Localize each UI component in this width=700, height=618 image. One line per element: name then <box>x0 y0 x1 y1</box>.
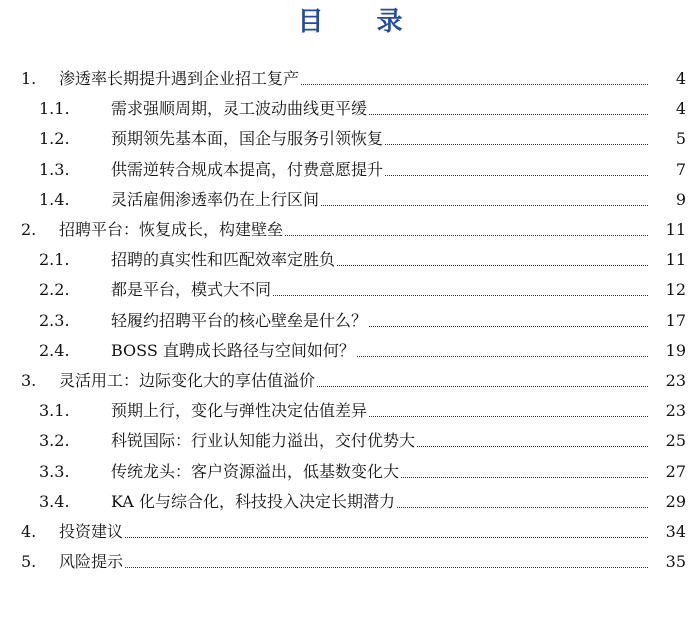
dot-leader <box>369 113 648 115</box>
dot-leader <box>401 476 648 478</box>
toc-entry-page: 25 <box>665 431 686 451</box>
toc-entry-number: 5. <box>21 552 37 572</box>
toc-entry-page: 11 <box>665 220 686 239</box>
toc-entry[interactable] <box>0 269 700 300</box>
toc-entry-page: 23 <box>665 401 686 421</box>
toc-entry-title: 渗透率长期提升遇到企业招工复产 <box>59 69 300 88</box>
toc-entry-number: 3. <box>21 371 37 390</box>
toc-entry-title: 灵活雇佣渗透率仍在上行区间 <box>111 189 320 209</box>
toc-entry[interactable] <box>0 511 700 542</box>
toc-entry-number: 2.3. <box>39 310 70 330</box>
toc-entry-title: 投资建议 <box>59 522 124 541</box>
toc-entry[interactable] <box>0 390 700 421</box>
toc-entry[interactable] <box>0 88 700 119</box>
dot-leader <box>385 174 648 176</box>
dot-leader <box>273 294 648 296</box>
dot-leader <box>357 355 648 357</box>
toc-entry-number: 1.3. <box>39 159 70 179</box>
toc-entry-page: 12 <box>665 280 686 300</box>
dot-leader <box>285 234 648 236</box>
dot-leader <box>317 385 648 387</box>
toc-entry-title: 预期上行，变化与弹性决定估值差异 <box>111 401 368 421</box>
toc-entry-title: 都是平台，模式大不同 <box>111 280 272 300</box>
toc-entry-page: 4 <box>675 99 686 119</box>
dot-leader <box>369 325 648 327</box>
toc-entry-title: 灵活用工：边际变化大的享估值溢价 <box>59 371 316 390</box>
toc-entry-page: 19 <box>665 340 686 360</box>
toc-entry-page: 5 <box>675 129 686 149</box>
toc-entry-page: 34 <box>665 522 686 541</box>
toc-entry[interactable] <box>0 118 700 149</box>
toc-entry[interactable] <box>0 481 700 512</box>
toc-entry[interactable] <box>0 300 700 331</box>
dot-leader <box>337 264 648 266</box>
toc-entry[interactable] <box>0 179 700 210</box>
toc-entry-title: 风险提示 <box>59 552 124 572</box>
toc-entry-number: 3.3. <box>39 461 70 481</box>
dot-leader <box>321 204 648 206</box>
toc-entry-page: 27 <box>665 461 686 481</box>
toc-entry-title: 预期领先基本面，国企与服务引领恢复 <box>111 129 384 149</box>
toc-entry[interactable] <box>0 330 700 361</box>
toc-entry-number: 1. <box>21 69 37 88</box>
toc-entry-page: 4 <box>675 69 686 88</box>
dot-leader <box>369 415 648 417</box>
toc-entry-page: 11 <box>665 250 686 270</box>
dot-leader <box>125 566 648 568</box>
toc-entry-title: 轻履约招聘平台的核心壁垒是什么？ <box>111 310 368 330</box>
dot-leader <box>397 506 648 508</box>
toc-entry-number: 2.4. <box>39 340 70 360</box>
toc-entry-title: 科锐国际：行业认知能力溢出，交付优势大 <box>111 431 416 451</box>
toc-entry-number: 2. <box>21 220 37 239</box>
toc-entry[interactable] <box>0 209 700 240</box>
dot-leader <box>385 143 648 145</box>
toc-entry-page: 7 <box>675 159 686 179</box>
toc-entry-number: 1.1. <box>39 99 70 119</box>
toc-entry[interactable] <box>0 541 700 572</box>
toc-entry-page: 35 <box>665 552 686 572</box>
toc-entry-title: BOSS 直聘成长路径与空间如何？ <box>111 340 355 360</box>
toc-entry-title: 招聘的真实性和匹配效率定胜负 <box>111 250 336 270</box>
toc-entry-number: 1.4. <box>39 189 70 209</box>
toc-entry-number: 4. <box>21 522 37 541</box>
toc-entry-number: 3.2. <box>39 431 70 451</box>
toc-entry-page: 23 <box>665 371 686 390</box>
toc-entry-number: 1.2. <box>39 129 70 149</box>
toc-entry-number: 3.4. <box>39 491 70 511</box>
toc-entry-page: 9 <box>675 189 686 209</box>
toc-entry-title: KA 化与综合化，科技投入决定长期潜力 <box>111 491 395 511</box>
toc-entry-title: 供需逆转合规成本提高，付费意愿提升 <box>111 159 384 179</box>
toc-entry[interactable] <box>0 451 700 482</box>
toc-entry[interactable] <box>0 239 700 270</box>
toc-entry-title: 招聘平台：恢复成长，构建壁垒 <box>59 220 284 239</box>
dot-leader <box>301 83 648 85</box>
toc-entry-number: 2.1. <box>39 250 70 270</box>
dot-leader <box>417 445 648 447</box>
toc-entry-title: 需求强顺周期，灵工波动曲线更平缓 <box>111 99 368 119</box>
toc-entry[interactable] <box>0 360 700 391</box>
toc-entry[interactable] <box>0 420 700 451</box>
toc-entry[interactable] <box>0 58 700 89</box>
toc-entry[interactable] <box>0 149 700 180</box>
toc-entry-page: 17 <box>665 310 686 330</box>
toc-title: 目 录 <box>297 7 425 37</box>
dot-leader <box>125 536 648 538</box>
toc-entry-page: 29 <box>665 491 686 511</box>
toc-entry-number: 3.1. <box>39 401 70 421</box>
toc-entry-number: 2.2. <box>39 280 70 300</box>
toc-entry-title: 传统龙头：客户资源溢出，低基数变化大 <box>111 461 400 481</box>
